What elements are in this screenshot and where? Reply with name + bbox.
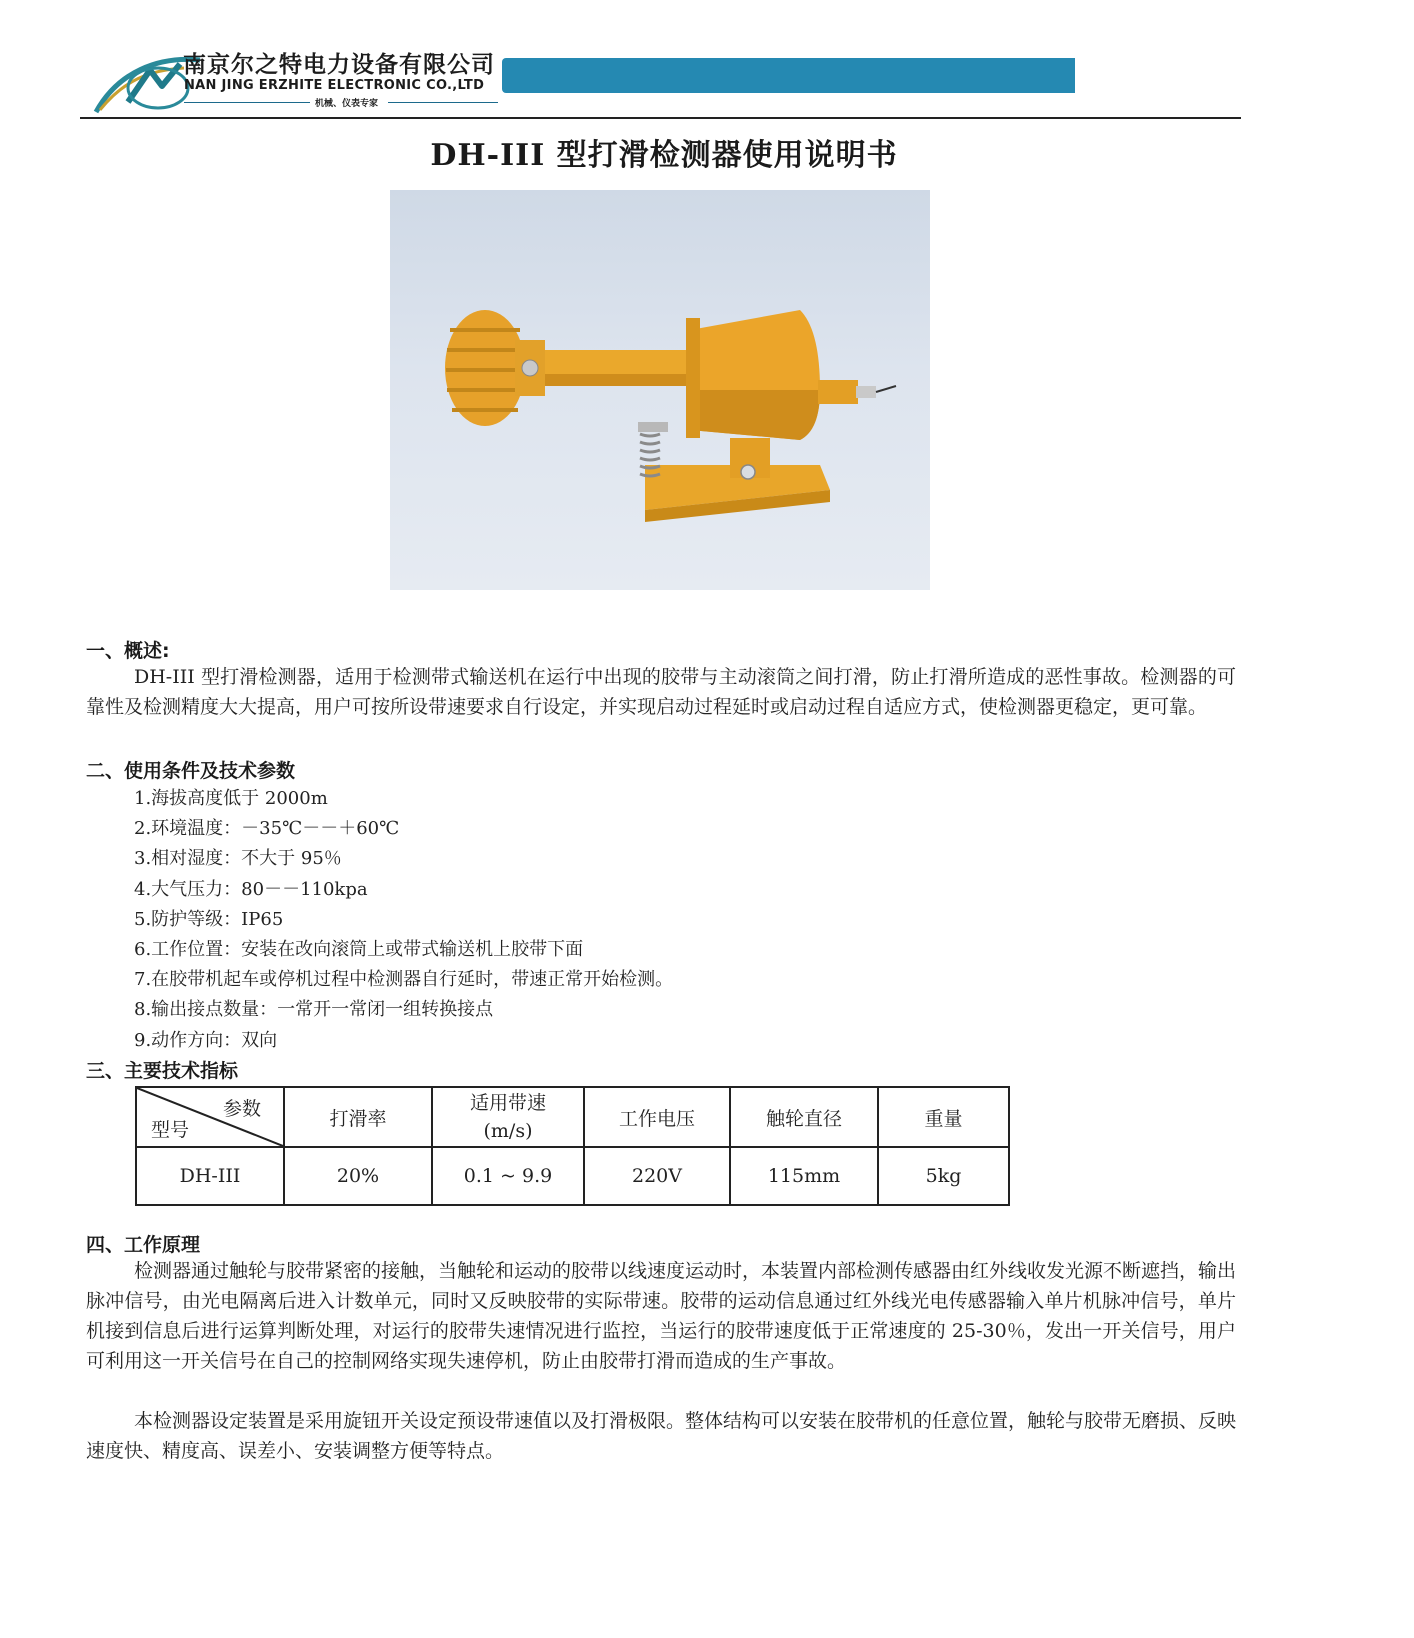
slogan-divider [388,102,498,103]
table-corner-cell [136,1087,284,1147]
company-slogan: 机械、仪表专家 [315,99,379,109]
principle-text-2: 本检测器设定装置是采用旋钮开关设定预设带速值以及打滑极限。整体结构可以安装在胶带机的任意位置，触轮与胶带无磨损、反映速度快、精度高、误差小、安装调整方便等特点。 [86,1410,1237,1462]
list-item: 6.工作位置：安装在改向滚筒上或带式输送机上胶带下面 [134,939,584,961]
conditions-list [134,784,673,1056]
list-item: 4.大气压力：80－－110kpa [134,878,368,900]
spec-table [135,1086,1010,1206]
section-heading-principle: 四、工作原理 [86,1234,201,1256]
corner-label-model: 型号 [151,1119,190,1141]
header-divider [80,117,1241,119]
list-item: 2.环境温度：－35℃－－＋60℃ [134,818,400,840]
product-photo [390,190,930,590]
list-item: 5.防护等级：IP65 [134,908,284,930]
list-item: 7.在胶带机起车或停机过程中检测器自行延时，带速正常开始检测。 [134,969,674,991]
list-item: 9.动作方向：双向 [134,1029,278,1051]
slogan-divider [184,102,310,103]
section-heading-specs: 三、主要技术指标 [86,1060,239,1082]
table-cell: 20% [284,1147,432,1205]
table-header-row [136,1087,1009,1147]
overview-text: DH-III 型打滑检测器，适用于检测带式输送机在运行中出现的胶带与主动滚筒之间打滑，防止打滑所造成的恶性事故。检测器的可靠性及检测精度大大提高，用户可按所设带速要求自行设定，并实现启动过程延时或启动过程自适应方式，使检测器更稳定，更可靠。 [86,666,1236,718]
table-cell: DH-III [136,1147,284,1205]
column-header: 触轮直径 [730,1087,878,1147]
table-cell: 220V [584,1147,730,1205]
overview-paragraph [86,662,1236,722]
company-header [80,40,1240,120]
company-name-en: NAN JING ERZHITE ELECTRONIC CO.,LTD [184,78,485,93]
list-item: 1.海拔高度低于 2000m [134,788,328,809]
column-header: 重量 [878,1087,1009,1147]
list-item: 8.输出接点数量：一常开一常闭一组转换接点 [134,999,494,1021]
column-header [432,1087,584,1147]
company-name-cn: 南京尔之特电力设备有限公司 [183,52,495,78]
principle-paragraph-2 [86,1406,1236,1466]
column-header: 打滑率 [284,1087,432,1147]
principle-paragraph-1 [86,1256,1236,1376]
table-cell: 0.1 ~ 9.9 [432,1147,584,1205]
corner-label-param: 参数 [222,1098,261,1120]
slip-detector-photo-icon [390,190,930,590]
column-header-unit: (m/s) [483,1120,533,1142]
table-row [136,1147,1009,1205]
document-title: DH-III 型打滑检测器使用说明书 [430,138,898,173]
column-header: 工作电压 [584,1087,730,1147]
column-header-line: 适用带速 [469,1092,546,1114]
table-cell: 5kg [878,1147,1009,1205]
section-heading-overview: 一、概述: [86,640,170,662]
table-cell: 115mm [730,1147,878,1205]
list-item: 3.相对湿度：不大于 95％ [134,848,342,870]
principle-text-1: 检测器通过触轮与胶带紧密的接触，当触轮和运动的胶带以线速度运动时，本装置内部检测传感器由红外线收发光源不断遮挡，输出脉冲信号，由光电隔离后进入计数单元，同时又反映胶带的实际带速。胶带的运动信息通过红外线光电传感器输入单片机脉冲信号，单片机接到信息后进行运算判断处理，对运行的胶带失速情况进行监控，当运行的胶带速度低于正常速度的 25-30％，发出一开关信号，用户可利用这一开关信号在自己的控制网络实现失速停机，防止由胶带打滑而造成的生产事故。 [86,1260,1237,1372]
header-accent-bar [502,58,1075,93]
section-heading-conditions: 二、使用条件及技术参数 [86,760,296,782]
